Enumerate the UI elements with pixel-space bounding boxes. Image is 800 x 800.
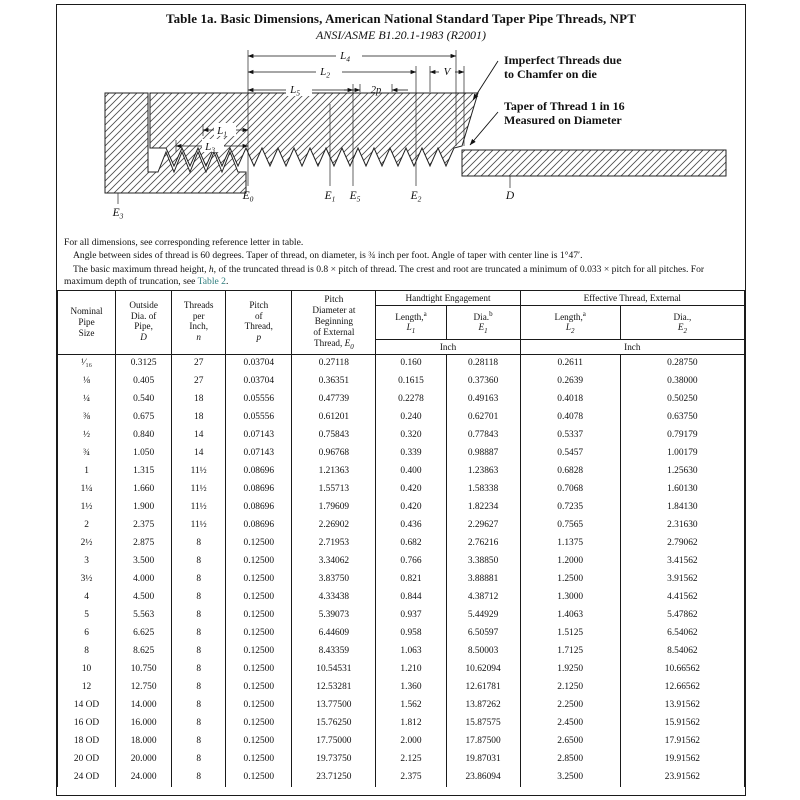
cell-value: 0.3125 <box>116 355 172 374</box>
cell-value: 1.9250 <box>520 661 620 679</box>
table-row <box>58 427 745 445</box>
pipe-body-section <box>462 150 726 176</box>
cell-value: 1.84130 <box>620 499 744 517</box>
unit-header-inch-effective: Inch <box>520 340 744 355</box>
cell-value: 0.96768 <box>292 445 376 463</box>
symbol-p: p <box>256 332 262 343</box>
cell-pipe-size: 20 OD <box>58 751 116 769</box>
cell-pipe-size: 2 <box>58 517 116 535</box>
cell-value: 18.000 <box>116 733 172 751</box>
cell-pipe-size: 4 <box>58 589 116 607</box>
cell-value: 6.44609 <box>292 625 376 643</box>
table-row <box>58 463 745 481</box>
dim-label-l3: $L_3$ <box>205 141 215 155</box>
cell-value: 1.562 <box>376 697 446 715</box>
cell-value: 0.36351 <box>292 373 376 391</box>
cell-value: 10.66562 <box>620 661 744 679</box>
cell-value: 12.66562 <box>620 679 744 697</box>
cell-value: 10.54531 <box>292 661 376 679</box>
cell-value: 0.12500 <box>226 733 292 751</box>
cell-value: 6.625 <box>116 625 172 643</box>
cell-value: 0.958 <box>376 625 446 643</box>
cell-value: 15.76250 <box>292 715 376 733</box>
col-header-threads-per-inch: Threads per Inch, n <box>172 291 226 355</box>
cell-value: 1.050 <box>116 445 172 463</box>
cell-value: 1.21363 <box>292 463 376 481</box>
cell-value: 0.12500 <box>226 553 292 571</box>
cell-value: 3.88881 <box>446 571 520 589</box>
dim-label-2p: 2p <box>370 85 382 96</box>
note-dimensions: For all dimensions, see corresponding reference letter in table. <box>64 237 304 248</box>
cell-value: 2.125 <box>376 751 446 769</box>
cell-value: 1.3000 <box>520 589 620 607</box>
cell-value: 8 <box>172 625 226 643</box>
cell-value: 0.6828 <box>520 463 620 481</box>
cell-value: 0.08696 <box>226 481 292 499</box>
cell-value: 1.23863 <box>446 463 520 481</box>
cell-value: 15.91562 <box>620 715 744 733</box>
cell-value: 0.12500 <box>226 643 292 661</box>
cell-value: 0.844 <box>376 589 446 607</box>
dim-label-l4: $L_4$ <box>340 50 350 64</box>
cell-pipe-size: ½ <box>58 427 116 445</box>
col-header-length-l1: Length,$^a$ $L_1$ <box>376 306 446 340</box>
cell-value: 6.50597 <box>446 625 520 643</box>
cell-value: 0.05556 <box>226 391 292 409</box>
cell-value: 2.79062 <box>620 535 744 553</box>
cell-pipe-size: 1¼ <box>58 481 116 499</box>
cell-value: 0.07143 <box>226 427 292 445</box>
cell-value: 0.160 <box>376 355 446 374</box>
cell-value: 0.75843 <box>292 427 376 445</box>
cell-pipe-size: 2½ <box>58 535 116 553</box>
cell-value: 0.12500 <box>226 679 292 697</box>
table-row <box>58 481 745 499</box>
cell-value: 0.47739 <box>292 391 376 409</box>
cell-value: 2.2500 <box>520 697 620 715</box>
cell-value: 24.000 <box>116 769 172 787</box>
cell-pipe-size: ¾ <box>58 445 116 463</box>
cell-value: 5.563 <box>116 607 172 625</box>
symbol-D: D <box>140 332 147 343</box>
cell-value: 0.540 <box>116 391 172 409</box>
annotation-imperfect-threads-line1: Imperfect Threads due <box>504 53 622 67</box>
table-row <box>58 445 745 463</box>
cell-value: 0.37360 <box>446 373 520 391</box>
cell-value: 10.62094 <box>446 661 520 679</box>
plane-label-e1: $E_1$ <box>324 190 336 204</box>
cell-value: 1.4063 <box>520 607 620 625</box>
cell-value: 2.29627 <box>446 517 520 535</box>
cell-value: 1.360 <box>376 679 446 697</box>
cell-value: 0.420 <box>376 481 446 499</box>
cell-value: 0.2611 <box>520 355 620 374</box>
cell-value: 0.28118 <box>446 355 520 374</box>
cell-value: 5.44929 <box>446 607 520 625</box>
cell-value: 2.4500 <box>520 715 620 733</box>
col-header-nominal-pipe-size: Nominal Pipe Size <box>58 291 116 355</box>
cell-value: 0.840 <box>116 427 172 445</box>
cell-value: 0.08696 <box>226 499 292 517</box>
cell-value: 8.43359 <box>292 643 376 661</box>
cell-value: 0.03704 <box>226 355 292 374</box>
table-row <box>58 409 745 427</box>
cell-value: 0.339 <box>376 445 446 463</box>
cell-value: 0.12500 <box>226 571 292 589</box>
cell-value: 1.25630 <box>620 463 744 481</box>
cell-value: 8 <box>172 679 226 697</box>
cell-value: 2.71953 <box>292 535 376 553</box>
cell-value: 1.00179 <box>620 445 744 463</box>
cell-value: 0.5457 <box>520 445 620 463</box>
table-row <box>58 625 745 643</box>
table-row <box>58 499 745 517</box>
cell-value: 8 <box>172 715 226 733</box>
cell-value: 2.6500 <box>520 733 620 751</box>
cell-pipe-size: 1 <box>58 463 116 481</box>
cell-value: 0.12500 <box>226 607 292 625</box>
cell-value: 11½ <box>172 517 226 535</box>
table-row <box>58 571 745 589</box>
cell-value: 6.54062 <box>620 625 744 643</box>
cell-value: 12.53281 <box>292 679 376 697</box>
cell-value: 8.50003 <box>446 643 520 661</box>
plane-label-e3: $E_3$ <box>112 207 124 221</box>
cell-value: 2.875 <box>116 535 172 553</box>
cell-value: 2.375 <box>376 769 446 787</box>
cell-value: 14 <box>172 427 226 445</box>
cell-value: 0.03704 <box>226 373 292 391</box>
cell-pipe-size: 14 OD <box>58 697 116 715</box>
npt-dimensions-table <box>57 290 745 787</box>
plane-label-e5: $E_5$ <box>349 190 361 204</box>
cell-value: 0.436 <box>376 517 446 535</box>
cell-value: 0.937 <box>376 607 446 625</box>
cell-value: 19.87031 <box>446 751 520 769</box>
cell-value: 0.05556 <box>226 409 292 427</box>
table-row <box>58 517 745 535</box>
plane-label-e0: $E_0$ <box>242 190 254 204</box>
table-row <box>58 589 745 607</box>
cell-value: 0.400 <box>376 463 446 481</box>
cell-value: 8 <box>172 589 226 607</box>
cell-pipe-size: ⅜ <box>58 409 116 427</box>
cell-pipe-size: 6 <box>58 625 116 643</box>
col-header-dia-e1: Dia.$^b$ $E_1$ <box>446 306 520 340</box>
cell-pipe-size: 3 <box>58 553 116 571</box>
col-header-dia-e2: Dia., $E_2$ <box>620 306 744 340</box>
cell-value: 19.73750 <box>292 751 376 769</box>
cell-value: 3.41562 <box>620 553 744 571</box>
cell-value: 1.5125 <box>520 625 620 643</box>
cell-value: 1.900 <box>116 499 172 517</box>
cell-value: 0.63750 <box>620 409 744 427</box>
cell-value: 0.12500 <box>226 661 292 679</box>
cell-value: 8.625 <box>116 643 172 661</box>
cell-value: 4.41562 <box>620 589 744 607</box>
dim-label-v: V <box>443 66 451 78</box>
cell-value: 11½ <box>172 499 226 517</box>
cell-value: 17.91562 <box>620 733 744 751</box>
cell-value: 12.61781 <box>446 679 520 697</box>
cell-value: 23.91562 <box>620 769 744 787</box>
table-row <box>58 769 745 787</box>
cell-value: 5.39073 <box>292 607 376 625</box>
annotation-taper-line2: Measured on Diameter <box>504 113 622 127</box>
cell-value: 20.000 <box>116 751 172 769</box>
cell-value: 0.98887 <box>446 445 520 463</box>
cell-value: 18 <box>172 409 226 427</box>
table-row <box>58 661 745 679</box>
cell-value: 0.12500 <box>226 751 292 769</box>
cell-value: 1.063 <box>376 643 446 661</box>
cell-value: 8 <box>172 733 226 751</box>
cell-pipe-size: 12 <box>58 679 116 697</box>
col-header-length-l2: Length,$^a$ $L_2$ <box>520 306 620 340</box>
cell-value: 5.47862 <box>620 607 744 625</box>
table-header <box>58 291 745 355</box>
cell-value: 23.86094 <box>446 769 520 787</box>
cell-value: 1.82234 <box>446 499 520 517</box>
document-page <box>56 4 746 796</box>
table-row <box>58 535 745 553</box>
cell-pipe-size: 10 <box>58 661 116 679</box>
table-body <box>58 355 745 788</box>
cell-value: 18 <box>172 391 226 409</box>
cell-value: 17.75000 <box>292 733 376 751</box>
cell-value: 13.91562 <box>620 697 744 715</box>
cell-value: 2.76216 <box>446 535 520 553</box>
cell-value: 1.60130 <box>620 481 744 499</box>
cell-value: 2.000 <box>376 733 446 751</box>
note-angle-taper: Angle between sides of thread is 60 degrees. Taper of thread, on diameter, is ¾ inch per foot. Angle of taper with center line is 1°47′. <box>73 250 583 262</box>
cell-value: 4.38712 <box>446 589 520 607</box>
cell-value: 15.87575 <box>446 715 520 733</box>
annotation-taper-line1: Taper of Thread 1 in 16 <box>504 99 625 113</box>
table-row <box>58 679 745 697</box>
table-row <box>58 553 745 571</box>
cell-pipe-size: ⅛ <box>58 373 116 391</box>
cell-value: 8 <box>172 553 226 571</box>
cell-value: 0.7565 <box>520 517 620 535</box>
table-row <box>58 607 745 625</box>
cell-value: 2.1250 <box>520 679 620 697</box>
cell-value: 16.000 <box>116 715 172 733</box>
cell-value: 0.766 <box>376 553 446 571</box>
cell-value: 1.315 <box>116 463 172 481</box>
table-row <box>58 697 745 715</box>
cell-value: 0.12500 <box>226 769 292 787</box>
cell-value: 0.675 <box>116 409 172 427</box>
cell-value: 1.7125 <box>520 643 620 661</box>
cell-value: 0.28750 <box>620 355 744 374</box>
cell-pipe-size: 24 OD <box>58 769 116 787</box>
cell-value: 0.08696 <box>226 517 292 535</box>
table-row <box>58 373 745 391</box>
cell-pipe-size: ¹⁄₁₆ <box>58 355 116 374</box>
cell-value: 3.500 <box>116 553 172 571</box>
symbol-n: n <box>196 332 201 343</box>
unit-header-inch-handtight: Inch <box>376 340 520 355</box>
table-2-link[interactable]: Table 2 <box>197 275 226 287</box>
cell-value: 8 <box>172 769 226 787</box>
cell-value: 2.375 <box>116 517 172 535</box>
cell-value: 0.50250 <box>620 391 744 409</box>
cell-value: 3.34062 <box>292 553 376 571</box>
cell-value: 0.240 <box>376 409 446 427</box>
dim-label-l5: $L_5$ <box>290 84 300 98</box>
cell-value: 0.5337 <box>520 427 620 445</box>
cell-value: 11½ <box>172 463 226 481</box>
cell-pipe-size: 3½ <box>58 571 116 589</box>
cell-value: 27 <box>172 355 226 374</box>
cell-value: 0.420 <box>376 499 446 517</box>
table-notes <box>57 237 745 288</box>
cell-value: 8.54062 <box>620 643 744 661</box>
col-header-pitch-diameter-e0: Pitch Diameter at Beginning of External Thread, $E_0$ <box>292 291 376 355</box>
cell-value: 14.000 <box>116 697 172 715</box>
cell-value: 4.500 <box>116 589 172 607</box>
cell-value: 1.1375 <box>520 535 620 553</box>
cell-value: 2.8500 <box>520 751 620 769</box>
cell-value: 19.91562 <box>620 751 744 769</box>
cell-value: 8 <box>172 643 226 661</box>
cell-pipe-size: 8 <box>58 643 116 661</box>
cell-value: 3.91562 <box>620 571 744 589</box>
cell-value: 1.79609 <box>292 499 376 517</box>
cell-value: 12.750 <box>116 679 172 697</box>
cell-value: 0.61201 <box>292 409 376 427</box>
cell-value: 1.2000 <box>520 553 620 571</box>
cell-value: 0.12500 <box>226 697 292 715</box>
dim-label-l2: $L_2$ <box>320 66 330 80</box>
cell-value: 0.4078 <box>520 409 620 427</box>
cell-value: 0.7235 <box>520 499 620 517</box>
cell-value: 14 <box>172 445 226 463</box>
symbol-E0: E <box>344 337 351 348</box>
cell-value: 0.12500 <box>226 715 292 733</box>
cell-value: 13.77500 <box>292 697 376 715</box>
cell-value: 1.812 <box>376 715 446 733</box>
cell-value: 17.87500 <box>446 733 520 751</box>
cell-value: 0.62701 <box>446 409 520 427</box>
plane-label-d: D <box>505 190 515 202</box>
table-row <box>58 733 745 751</box>
table-row <box>58 355 745 374</box>
cell-value: 1.660 <box>116 481 172 499</box>
cell-value: 0.77843 <box>446 427 520 445</box>
cell-pipe-size: 18 OD <box>58 733 116 751</box>
cell-value: 0.38000 <box>620 373 744 391</box>
cell-value: 0.07143 <box>226 445 292 463</box>
cell-pipe-size: ¼ <box>58 391 116 409</box>
cell-value: 1.2500 <box>520 571 620 589</box>
cell-value: 8 <box>172 661 226 679</box>
table-row <box>58 391 745 409</box>
cell-value: 3.2500 <box>520 769 620 787</box>
cell-value: 3.83750 <box>292 571 376 589</box>
standard-reference: ANSI/ASME B1.20.1-1983 (R2001) <box>316 28 486 42</box>
cell-value: 0.12500 <box>226 535 292 553</box>
dim-label-l1: $L_1$ <box>217 125 227 139</box>
group-header-handtight: Handtight Engagement <box>376 291 520 306</box>
cell-value: 11½ <box>172 481 226 499</box>
cell-value: 10.750 <box>116 661 172 679</box>
cell-value: 0.08696 <box>226 463 292 481</box>
group-header-effective-thread: Effective Thread, External <box>520 291 744 306</box>
table-row <box>58 643 745 661</box>
table-row <box>58 751 745 769</box>
table-title: Table 1a. Basic Dimensions, American National Standard Taper Pipe Threads, NPT <box>166 11 636 26</box>
cell-pipe-size: 1½ <box>58 499 116 517</box>
thread-diagram-svg <box>57 46 745 236</box>
cell-value: 0.12500 <box>226 589 292 607</box>
cell-value: 2.31630 <box>620 517 744 535</box>
thread-diagram <box>57 46 745 236</box>
cell-value: 0.821 <box>376 571 446 589</box>
cell-value: 3.38850 <box>446 553 520 571</box>
cell-value: 8 <box>172 571 226 589</box>
cell-value: 0.7068 <box>520 481 620 499</box>
annotation-imperfect-threads-line2: to Chamfer on die <box>504 67 597 81</box>
cell-value: 4.000 <box>116 571 172 589</box>
col-header-outside-dia: Outside Dia. of Pipe, D <box>116 291 172 355</box>
cell-value: 8 <box>172 751 226 769</box>
cell-value: 0.2639 <box>520 373 620 391</box>
cell-value: 0.79179 <box>620 427 744 445</box>
cell-value: 1.58338 <box>446 481 520 499</box>
cell-value: 13.87262 <box>446 697 520 715</box>
col-header-pitch-of-thread: Pitch of Thread, p <box>226 291 292 355</box>
cell-value: 1.210 <box>376 661 446 679</box>
cell-value: 8 <box>172 535 226 553</box>
plane-label-e2: $E_2$ <box>410 190 422 204</box>
cell-pipe-size: 16 OD <box>58 715 116 733</box>
cell-value: 4.33438 <box>292 589 376 607</box>
cell-value: 0.682 <box>376 535 446 553</box>
cell-value: 27 <box>172 373 226 391</box>
cell-value: 8 <box>172 607 226 625</box>
cell-value: 0.2278 <box>376 391 446 409</box>
note-thread-height: The basic maximum thread height, h, of the truncated thread is 0.8 × pitch of thread. The crest and root are truncated a minimum of 0.033 × pitch for all pitches. For maximum depth of truncation, see Table 2. <box>64 263 705 287</box>
cell-value: 0.405 <box>116 373 172 391</box>
cell-value: 0.1615 <box>376 373 446 391</box>
cell-value: 0.49163 <box>446 391 520 409</box>
cell-value: 0.320 <box>376 427 446 445</box>
table-row <box>58 715 745 733</box>
cell-value: 8 <box>172 697 226 715</box>
cell-value: 1.55713 <box>292 481 376 499</box>
cell-value: 2.26902 <box>292 517 376 535</box>
cell-value: 0.27118 <box>292 355 376 374</box>
cell-value: 0.4018 <box>520 391 620 409</box>
cell-value: 0.12500 <box>226 625 292 643</box>
cell-value: 23.71250 <box>292 769 376 787</box>
cell-pipe-size: 5 <box>58 607 116 625</box>
